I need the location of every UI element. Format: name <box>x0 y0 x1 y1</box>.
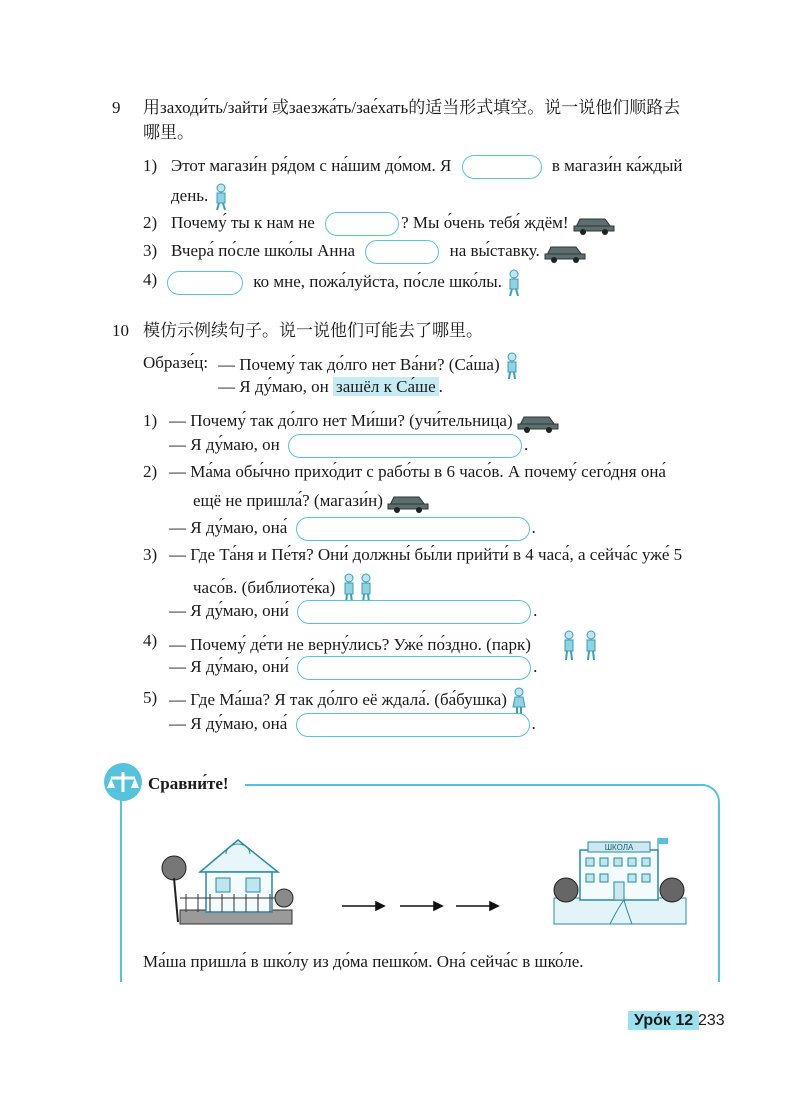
sample-answer-start: — Я ду́маю, он <box>218 377 329 396</box>
ex10-item-question <box>169 687 527 715</box>
lesson-label <box>628 1011 699 1031</box>
ex10-item4-question: — Почему́ де́ти не верну́лись? Уже́ по́здно. (парк) <box>169 634 531 654</box>
ex10-item-number: 3) <box>143 545 158 564</box>
ex9-item-text <box>171 212 615 236</box>
ex10-item-question: — Где Та́ня и Пе́тя? Они́ должны́ бы́ли прийти́ в 4 часа́, а сейча́с уже́ 5 <box>169 545 683 564</box>
ex10-item-question <box>169 410 559 433</box>
ex10-item3-question-cont: часо́в. (библиоте́ка) <box>193 577 336 597</box>
ex9-item4-blank[interactable] <box>167 271 243 295</box>
period: . <box>531 714 536 733</box>
page-number: 233 <box>698 1012 725 1029</box>
compare-box-corner <box>690 784 720 814</box>
ex10-item-answer <box>169 517 536 541</box>
compare-sentence: Ма́ша пришла́ в шко́лу из до́ма пешко́м. Она́ сейча́с в шко́ле. <box>143 952 584 971</box>
sample-label: Образе́ц: <box>143 353 209 372</box>
ex10-item-answer <box>169 434 528 458</box>
car-icon <box>387 491 429 513</box>
ex9-instruction-cont: 哪里。 <box>143 123 194 142</box>
ex10-item-answer <box>169 713 536 737</box>
ex10-item-number: 2) <box>143 462 158 481</box>
compare-title: Сравни́те! <box>148 774 229 793</box>
two-children-icon <box>559 630 603 662</box>
period: . <box>533 601 538 620</box>
ex10-item2-blank[interactable] <box>296 517 530 541</box>
compare-box-top-border <box>245 784 705 786</box>
ex10-item1-question: — Почему́ так до́лго нет Ми́ши? (учи́тельница) <box>169 411 513 430</box>
ex9-item-number: 4) <box>143 270 158 289</box>
walking-person-icon <box>213 183 229 211</box>
ex10-item-question: — Ма́ма обы́чно прихо́дит с рабо́ты в 6 часо́в. А почему́ сего́дня она́ <box>169 462 666 481</box>
house-illustration <box>160 832 300 928</box>
ex9-instruction: 用заходи́ть/зайти́ 或заезжа́ть/зае́хать的适当形式填空。说一说他们顺路去 <box>143 98 681 117</box>
ex9-number: 9 <box>112 98 121 117</box>
car-icon <box>544 241 586 263</box>
ex10-item1-blank[interactable] <box>288 434 522 458</box>
sample-answer-highlight: зашёл к Са́ше <box>333 377 439 396</box>
compare-box-right-border <box>718 810 720 982</box>
ex9-item-number: 1) <box>143 156 158 175</box>
ex9-item3-after: на вы́ставку. <box>449 241 540 260</box>
car-icon <box>573 213 615 235</box>
ex9-item1-line2 <box>171 183 229 211</box>
arrows-sequence <box>340 896 502 916</box>
ex10-item-number: 4) <box>143 631 158 650</box>
compare-scales-icon <box>103 762 143 802</box>
ex9-item-text <box>167 269 522 297</box>
boy-icon <box>504 352 520 380</box>
ex10-item-number: 1) <box>143 411 158 430</box>
sample-answer <box>218 376 443 398</box>
compare-box-left-border <box>120 800 122 982</box>
period: . <box>524 435 529 454</box>
ex10-item4-answer: — Я ду́маю, они́ <box>169 657 289 676</box>
ex9-item-number: 2) <box>143 213 158 232</box>
ex9-item1-line2-text: день. <box>171 185 209 205</box>
ex9-item1-blank[interactable] <box>462 155 542 179</box>
school-sign: ШКОЛА <box>604 843 634 852</box>
ex9-item4-after: ко мне, пожа́луйста, по́сле шко́лы. <box>253 271 502 291</box>
ex9-item2-before: Почему́ ты к нам не <box>171 213 315 232</box>
car-icon <box>517 411 559 433</box>
ex9-item3-before: Вчера́ по́сле шко́лы Анна <box>171 241 356 260</box>
ex10-item-question-cont <box>193 490 429 513</box>
ex10-item2-answer: — Я ду́маю, она́ <box>169 518 288 537</box>
ex10-item-number: 5) <box>143 688 158 707</box>
ex10-item3-answer: — Я ду́маю, они́ <box>169 601 289 620</box>
girl-icon <box>511 687 527 715</box>
period: . <box>533 657 538 676</box>
sample-question-text: — Почему́ так до́лго нет Ва́ни? (Са́ша) <box>218 354 500 374</box>
ex9-item2-after: ? Мы о́чень тебя́ ждём! <box>401 213 569 232</box>
sample-answer-period: . <box>438 377 443 396</box>
ex9-item1-after: в магази́н ка́ждый <box>551 156 683 175</box>
period: . <box>531 518 536 537</box>
ex10-item4-blank[interactable] <box>297 656 531 680</box>
walking-person-icon <box>506 269 522 297</box>
ex10-item-answer <box>169 656 537 680</box>
ex10-item5-answer: — Я ду́маю, она́ <box>169 714 288 733</box>
ex10-item5-question: — Где Ма́ша? Я так до́лго её ждала́. (ба́бушка) <box>169 689 507 709</box>
ex10-number: 10 <box>112 321 129 340</box>
ex9-item3-blank[interactable] <box>365 240 439 264</box>
ex10-item3-blank[interactable] <box>297 600 531 624</box>
ex9-item-text <box>171 155 683 179</box>
ex10-item-answer <box>169 600 537 624</box>
ex9-item-number: 3) <box>143 241 158 260</box>
ex10-item1-answer: — Я ду́маю, он <box>169 435 280 454</box>
ex9-item2-blank[interactable] <box>325 212 399 236</box>
ex10-item2-question-cont: ещё не пришла́? (магази́н) <box>193 491 383 510</box>
ex10-instruction: 模仿示例续句子。说一说他们可能去了哪里。 <box>143 321 483 340</box>
school-illustration <box>552 836 688 928</box>
ex9-item-text <box>171 240 586 264</box>
lesson-tag: Уро́к 12 <box>628 1011 699 1030</box>
ex10-item5-blank[interactable] <box>296 713 530 737</box>
ex9-item1-before: Этот магази́н ря́дом с на́шим до́мом. Я <box>171 156 452 175</box>
